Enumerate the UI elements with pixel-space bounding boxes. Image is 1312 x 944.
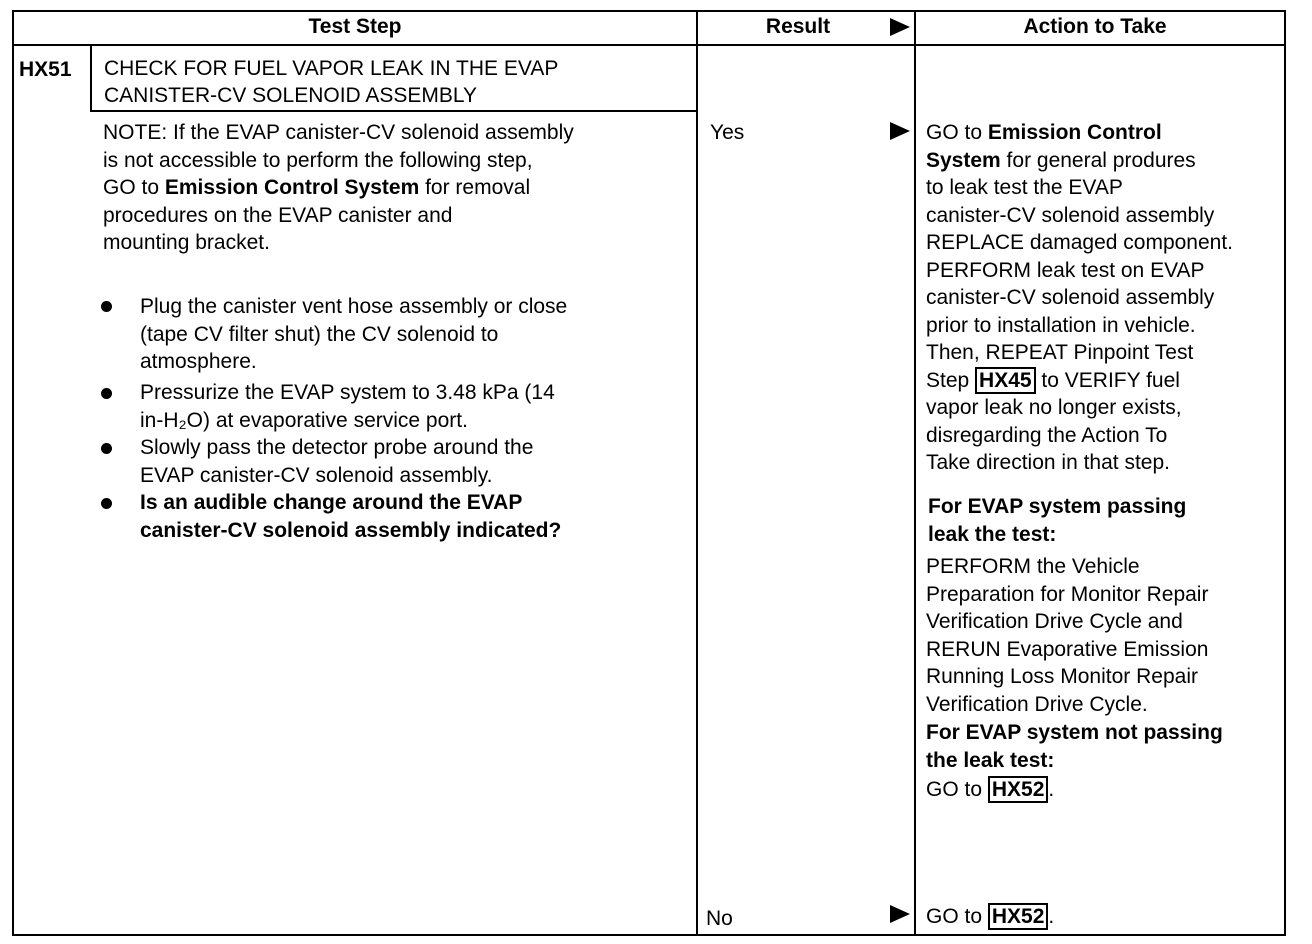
fail-go-line [926, 776, 1223, 804]
bullet-2-line-2: in-H₂O) at evaporative service port. [140, 408, 468, 432]
pass-line-1: PERFORM the Vehicle [926, 555, 1140, 578]
note-line-5: mounting bracket. [103, 231, 270, 254]
pass-heading-line-1: For EVAP system passing [928, 495, 1187, 518]
action-yes-block [926, 119, 1233, 477]
action-yes-line-13: Take direction in that step. [926, 451, 1170, 474]
action-yes-line-7: canister-CV solenoid assembly [926, 286, 1215, 309]
bullet-item-3 [140, 434, 533, 489]
action-yes-verify: to VERIFY fuel [1035, 368, 1180, 392]
action-yes-line-4: canister-CV solenoid assembly [926, 203, 1215, 227]
ref-hx52-link[interactable]: HX52 [988, 776, 1049, 803]
fail-end: . [1048, 778, 1055, 801]
bullet-icon-2 [101, 388, 112, 399]
action-no-line [926, 903, 1054, 931]
action-yes-line-6: PERFORM leak test on EVAP [926, 258, 1205, 282]
action-yes-line-9: Then, REPEAT Pinpoint Test [926, 341, 1194, 364]
header-action: Action to Take [1023, 15, 1167, 38]
step-title-line-1: CHECK FOR FUEL VAPOR LEAK IN THE EVAP [104, 57, 559, 80]
note-block [103, 119, 574, 257]
fail-section [926, 719, 1223, 804]
bullet-1-line-1: Plug the canister vent hose assembly or close [140, 295, 568, 318]
bullet-3-line-2: EVAP canister-CV solenoid assembly. [140, 463, 493, 487]
bullet-1-line-3: atmosphere. [140, 350, 257, 373]
action-yes-line-12: disregarding the Action To [926, 423, 1168, 447]
ref-hx52-no-link[interactable]: HX52 [988, 903, 1049, 930]
step-id-divider [90, 44, 92, 112]
pass-instructions [926, 553, 1208, 718]
action-yes-line-2-rest: for general produres [1000, 148, 1196, 172]
note-line-4: procedures on the EVAP canister and [103, 203, 453, 227]
action-yes-line-8: prior to installation in vehicle. [926, 313, 1196, 337]
pass-section [928, 493, 1186, 548]
bullet-4-line-2: canister-CV solenoid assembly indicated? [140, 518, 562, 542]
bullet-icon-1 [101, 301, 112, 312]
header-result: Result [765, 15, 831, 38]
note-go: GO to [103, 176, 165, 199]
pass-line-2: Preparation for Monitor Repair [926, 582, 1209, 606]
bullet-item-2 [140, 379, 555, 434]
action-no-end: . [1048, 905, 1055, 928]
header-bottom-border [12, 44, 1286, 46]
action-yes-line-11: vapor leak no longer exists, [926, 396, 1182, 419]
note-line-3 [103, 174, 574, 202]
action-yes-step: Step [926, 368, 976, 392]
action-yes-system: System [926, 148, 1001, 172]
result-yes-arrow-icon [890, 122, 910, 140]
step-title-bottom-border [90, 110, 698, 112]
fail-go: GO to [926, 778, 988, 801]
note-line-1: NOTE: If the EVAP canister-CV solenoid assembly [103, 121, 574, 144]
fail-heading-line-2: the leak test: [926, 748, 1055, 772]
left-border [12, 10, 14, 936]
bullet-item-4 [140, 489, 561, 544]
step-title-line-2: CANISTER-CV SOLENOID ASSEMBLY [104, 84, 478, 107]
result-column-divider [696, 10, 698, 936]
bullet-icon-4 [101, 498, 112, 509]
header-arrow-icon [890, 18, 910, 36]
bullet-item-1 [140, 293, 567, 376]
action-no [926, 903, 1054, 931]
action-yes-go: GO to [926, 121, 988, 144]
result-yes: Yes [710, 121, 745, 144]
action-yes-line-5: REPLACE damaged component. [926, 231, 1234, 254]
step-id: HX51 [19, 58, 72, 81]
pass-line-5: Running Loss Monitor Repair [926, 665, 1198, 688]
ref-hx45-link[interactable]: HX45 [975, 367, 1036, 394]
action-yes-line-1 [926, 119, 1233, 147]
fail-heading-line-1: For EVAP system not passing [926, 721, 1223, 744]
bullet-2-line-1: Pressurize the EVAP system to 3.48 kPa (14 [140, 381, 555, 404]
pass-line-4: RERUN Evaporative Emission [926, 637, 1209, 661]
right-border [1284, 10, 1286, 936]
bottom-border [12, 934, 1286, 936]
action-yes-line-10 [926, 367, 1233, 395]
top-border [12, 10, 1286, 12]
action-column-divider [914, 10, 916, 936]
action-yes-line-2 [926, 147, 1233, 175]
action-yes-line-3: to leak test the EVAP [926, 176, 1123, 199]
pass-line-3: Verification Drive Cycle and [926, 610, 1183, 633]
note-line-2: is not accessible to perform the following step, [103, 148, 533, 172]
note-emission-link: Emission Control System [164, 176, 420, 199]
result-no-arrow-icon [890, 905, 910, 923]
result-no: No [706, 907, 733, 930]
bullet-3-line-1: Slowly pass the detector probe around the [140, 436, 534, 459]
bullet-1-line-2: (tape CV filter shut) the CV solenoid to [140, 322, 499, 346]
bullet-icon-3 [101, 443, 112, 454]
action-no-go: GO to [926, 905, 988, 928]
pass-heading-line-2: leak the test: [928, 522, 1057, 546]
header-test-step: Test Step [308, 15, 402, 38]
bullet-4-line-1: Is an audible change around the EVAP [140, 491, 523, 514]
action-yes-emission: Emission Control [987, 121, 1162, 144]
note-line-3-rest: for removal [419, 176, 531, 199]
pass-line-6: Verification Drive Cycle. [926, 692, 1148, 716]
